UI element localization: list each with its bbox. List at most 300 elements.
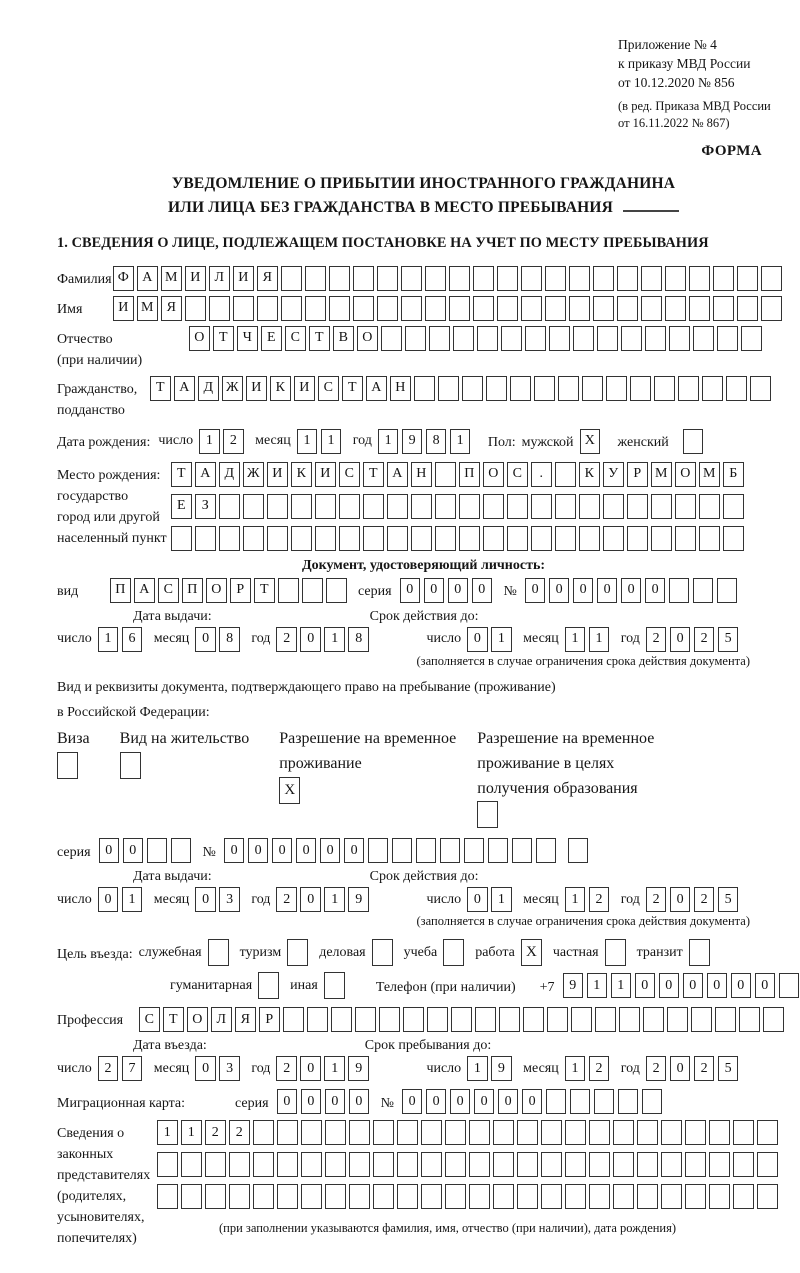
- form-cell[interactable]: 1: [324, 627, 345, 652]
- form-cell[interactable]: [397, 1152, 418, 1177]
- form-cell[interactable]: А: [174, 376, 195, 401]
- form-cell[interactable]: [579, 494, 600, 519]
- form-cell[interactable]: [483, 526, 504, 551]
- form-cell[interactable]: [589, 1120, 610, 1145]
- form-cell[interactable]: [651, 494, 672, 519]
- form-cell[interactable]: [589, 1184, 610, 1209]
- form-cell[interactable]: [435, 526, 456, 551]
- form-cell[interactable]: [589, 1152, 610, 1177]
- form-cell[interactable]: [661, 1152, 682, 1177]
- checkbox[interactable]: [57, 752, 78, 779]
- form-cell[interactable]: 9: [402, 429, 423, 454]
- form-cell[interactable]: Т: [254, 578, 275, 603]
- form-cell[interactable]: 1: [450, 429, 471, 454]
- form-cell[interactable]: [643, 1007, 664, 1032]
- form-cell[interactable]: [349, 1184, 370, 1209]
- form-cell[interactable]: [416, 838, 437, 863]
- form-cell[interactable]: [579, 526, 600, 551]
- form-cell[interactable]: Д: [219, 462, 240, 487]
- form-cell[interactable]: [512, 838, 533, 863]
- form-cell[interactable]: [488, 838, 509, 863]
- form-cell[interactable]: [469, 1120, 490, 1145]
- form-cell[interactable]: О: [206, 578, 227, 603]
- form-cell[interactable]: [685, 1184, 706, 1209]
- form-cell[interactable]: [726, 376, 747, 401]
- form-cell[interactable]: О: [357, 326, 378, 351]
- form-cell[interactable]: [699, 494, 720, 519]
- checkbox[interactable]: [324, 972, 345, 999]
- form-cell[interactable]: [219, 526, 240, 551]
- form-cell[interactable]: [405, 326, 426, 351]
- form-cell[interactable]: Я: [257, 266, 278, 291]
- form-cell[interactable]: 0: [277, 1089, 298, 1114]
- form-cell[interactable]: X: [580, 429, 601, 454]
- form-cell[interactable]: [302, 578, 323, 603]
- form-cell[interactable]: О: [483, 462, 504, 487]
- form-cell[interactable]: М: [699, 462, 720, 487]
- form-cell[interactable]: .: [531, 462, 552, 487]
- form-cell[interactable]: И: [294, 376, 315, 401]
- form-cell[interactable]: [349, 1152, 370, 1177]
- form-cell[interactable]: 0: [424, 578, 445, 603]
- form-cell[interactable]: Я: [161, 296, 182, 321]
- form-cell[interactable]: 0: [573, 578, 594, 603]
- form-cell[interactable]: 0: [344, 838, 365, 863]
- form-cell[interactable]: [181, 1184, 202, 1209]
- form-cell[interactable]: [363, 526, 384, 551]
- form-cell[interactable]: [281, 296, 302, 321]
- form-cell[interactable]: Ж: [222, 376, 243, 401]
- form-cell[interactable]: [531, 526, 552, 551]
- form-cell[interactable]: 2: [276, 627, 297, 652]
- form-cell[interactable]: [475, 1007, 496, 1032]
- form-cell[interactable]: [627, 526, 648, 551]
- form-cell[interactable]: [665, 266, 686, 291]
- form-cell[interactable]: [750, 376, 771, 401]
- form-cell[interactable]: [421, 1184, 442, 1209]
- form-cell[interactable]: [613, 1184, 634, 1209]
- form-cell[interactable]: [568, 838, 589, 863]
- form-cell[interactable]: [277, 1184, 298, 1209]
- form-cell[interactable]: [233, 296, 254, 321]
- form-cell[interactable]: 0: [195, 1056, 216, 1081]
- form-cell[interactable]: [449, 296, 470, 321]
- checkbox[interactable]: X: [279, 777, 300, 804]
- form-cell[interactable]: 0: [300, 627, 321, 652]
- form-cell[interactable]: [339, 494, 360, 519]
- form-cell[interactable]: К: [291, 462, 312, 487]
- form-cell[interactable]: 0: [645, 578, 666, 603]
- form-cell[interactable]: [555, 494, 576, 519]
- form-cell[interactable]: [693, 578, 714, 603]
- form-cell[interactable]: [459, 526, 480, 551]
- form-cell[interactable]: [709, 1120, 730, 1145]
- form-cell[interactable]: [637, 1152, 658, 1177]
- form-cell[interactable]: [377, 296, 398, 321]
- form-cell[interactable]: [536, 838, 557, 863]
- form-cell[interactable]: [445, 1152, 466, 1177]
- form-cell[interactable]: [387, 526, 408, 551]
- form-cell[interactable]: 0: [448, 578, 469, 603]
- form-cell[interactable]: [571, 1007, 592, 1032]
- form-cell[interactable]: [573, 326, 594, 351]
- form-cell[interactable]: [651, 526, 672, 551]
- form-cell[interactable]: С: [158, 578, 179, 603]
- form-cell[interactable]: [709, 1184, 730, 1209]
- form-cell[interactable]: [257, 296, 278, 321]
- form-cell[interactable]: О: [187, 1007, 208, 1032]
- form-cell[interactable]: [243, 526, 264, 551]
- form-cell[interactable]: [737, 266, 758, 291]
- form-cell[interactable]: Т: [163, 1007, 184, 1032]
- form-cell[interactable]: А: [195, 462, 216, 487]
- form-cell[interactable]: [565, 1120, 586, 1145]
- form-cell[interactable]: [392, 838, 413, 863]
- form-cell[interactable]: [761, 296, 782, 321]
- form-cell[interactable]: [594, 1089, 615, 1114]
- form-cell[interactable]: 5: [718, 1056, 739, 1081]
- form-cell[interactable]: [325, 1152, 346, 1177]
- form-cell[interactable]: 0: [400, 578, 421, 603]
- form-cell[interactable]: [301, 1120, 322, 1145]
- form-cell[interactable]: А: [137, 266, 158, 291]
- form-cell[interactable]: 1: [297, 429, 318, 454]
- form-cell[interactable]: [219, 494, 240, 519]
- form-cell[interactable]: 0: [402, 1089, 423, 1114]
- form-cell[interactable]: [325, 1120, 346, 1145]
- form-cell[interactable]: 1: [491, 627, 512, 652]
- checkbox[interactable]: [689, 939, 710, 966]
- checkbox[interactable]: [287, 939, 308, 966]
- form-cell[interactable]: [157, 1152, 178, 1177]
- form-cell[interactable]: 2: [229, 1120, 250, 1145]
- form-cell[interactable]: [510, 376, 531, 401]
- form-cell[interactable]: [669, 578, 690, 603]
- form-cell[interactable]: [691, 1007, 712, 1032]
- form-cell[interactable]: А: [134, 578, 155, 603]
- form-cell[interactable]: [403, 1007, 424, 1032]
- form-cell[interactable]: [493, 1184, 514, 1209]
- form-cell[interactable]: [555, 526, 576, 551]
- form-cell[interactable]: И: [267, 462, 288, 487]
- form-cell[interactable]: А: [387, 462, 408, 487]
- form-cell[interactable]: [541, 1120, 562, 1145]
- form-cell[interactable]: [291, 526, 312, 551]
- form-cell[interactable]: [546, 1089, 567, 1114]
- form-cell[interactable]: 1: [587, 973, 608, 998]
- form-cell[interactable]: [283, 1007, 304, 1032]
- form-cell[interactable]: [661, 1120, 682, 1145]
- form-cell[interactable]: 2: [276, 1056, 297, 1081]
- form-cell[interactable]: [421, 1152, 442, 1177]
- form-cell[interactable]: [353, 296, 374, 321]
- form-cell[interactable]: [451, 1007, 472, 1032]
- form-cell[interactable]: [483, 494, 504, 519]
- form-cell[interactable]: З: [195, 494, 216, 519]
- form-cell[interactable]: 5: [718, 627, 739, 652]
- form-cell[interactable]: Т: [171, 462, 192, 487]
- form-cell[interactable]: [253, 1184, 274, 1209]
- form-cell[interactable]: 0: [549, 578, 570, 603]
- form-cell[interactable]: [630, 376, 651, 401]
- form-cell[interactable]: [331, 1007, 352, 1032]
- form-cell[interactable]: [381, 326, 402, 351]
- form-cell[interactable]: 8: [426, 429, 447, 454]
- form-cell[interactable]: 1: [565, 887, 586, 912]
- form-cell[interactable]: 1: [321, 429, 342, 454]
- form-cell[interactable]: [253, 1152, 274, 1177]
- form-cell[interactable]: И: [246, 376, 267, 401]
- form-cell[interactable]: [521, 266, 542, 291]
- form-cell[interactable]: 3: [219, 1056, 240, 1081]
- form-cell[interactable]: [741, 326, 762, 351]
- form-cell[interactable]: К: [270, 376, 291, 401]
- form-cell[interactable]: Я: [235, 1007, 256, 1032]
- form-cell[interactable]: [555, 462, 576, 487]
- form-cell[interactable]: 9: [348, 887, 369, 912]
- form-cell[interactable]: [497, 296, 518, 321]
- form-cell[interactable]: 0: [707, 973, 728, 998]
- form-cell[interactable]: [613, 1120, 634, 1145]
- form-cell[interactable]: [569, 266, 590, 291]
- form-cell[interactable]: [737, 296, 758, 321]
- form-cell[interactable]: Б: [723, 462, 744, 487]
- form-cell[interactable]: 2: [646, 1056, 667, 1081]
- form-cell[interactable]: [541, 1152, 562, 1177]
- form-cell[interactable]: [667, 1007, 688, 1032]
- form-cell[interactable]: [593, 296, 614, 321]
- form-cell[interactable]: 2: [589, 1056, 610, 1081]
- form-cell[interactable]: [715, 1007, 736, 1032]
- form-cell[interactable]: [373, 1184, 394, 1209]
- form-cell[interactable]: 1: [199, 429, 220, 454]
- form-cell[interactable]: [339, 526, 360, 551]
- form-cell[interactable]: Р: [230, 578, 251, 603]
- form-cell[interactable]: М: [651, 462, 672, 487]
- form-cell[interactable]: [675, 526, 696, 551]
- form-cell[interactable]: [315, 494, 336, 519]
- form-cell[interactable]: С: [285, 326, 306, 351]
- form-cell[interactable]: [603, 526, 624, 551]
- form-cell[interactable]: 0: [683, 973, 704, 998]
- form-cell[interactable]: С: [507, 462, 528, 487]
- form-cell[interactable]: [709, 1152, 730, 1177]
- form-cell[interactable]: [329, 266, 350, 291]
- form-cell[interactable]: [637, 1184, 658, 1209]
- form-cell[interactable]: [414, 376, 435, 401]
- form-cell[interactable]: 0: [597, 578, 618, 603]
- form-cell[interactable]: [453, 326, 474, 351]
- form-cell[interactable]: Т: [150, 376, 171, 401]
- form-cell[interactable]: [717, 578, 738, 603]
- form-cell[interactable]: [195, 526, 216, 551]
- checkbox[interactable]: [258, 972, 279, 999]
- form-cell[interactable]: [267, 494, 288, 519]
- form-cell[interactable]: 0: [320, 838, 341, 863]
- form-cell[interactable]: [733, 1152, 754, 1177]
- form-cell[interactable]: [501, 326, 522, 351]
- form-cell[interactable]: [761, 266, 782, 291]
- form-cell[interactable]: [307, 1007, 328, 1032]
- form-cell[interactable]: [531, 494, 552, 519]
- form-cell[interactable]: 1: [157, 1120, 178, 1145]
- form-cell[interactable]: [549, 326, 570, 351]
- form-cell[interactable]: [373, 1120, 394, 1145]
- form-cell[interactable]: 2: [98, 1056, 119, 1081]
- form-cell[interactable]: [683, 429, 704, 454]
- form-cell[interactable]: Е: [171, 494, 192, 519]
- form-cell[interactable]: [645, 326, 666, 351]
- checkbox[interactable]: [443, 939, 464, 966]
- form-cell[interactable]: [669, 326, 690, 351]
- form-cell[interactable]: 0: [755, 973, 776, 998]
- form-cell[interactable]: [229, 1152, 250, 1177]
- form-cell[interactable]: 0: [467, 887, 488, 912]
- form-cell[interactable]: [763, 1007, 784, 1032]
- form-cell[interactable]: [675, 494, 696, 519]
- form-cell[interactable]: [654, 376, 675, 401]
- form-cell[interactable]: 0: [349, 1089, 370, 1114]
- form-cell[interactable]: [438, 376, 459, 401]
- form-cell[interactable]: [353, 266, 374, 291]
- form-cell[interactable]: [205, 1152, 226, 1177]
- form-cell[interactable]: [641, 296, 662, 321]
- form-cell[interactable]: [723, 494, 744, 519]
- form-cell[interactable]: 0: [472, 578, 493, 603]
- form-cell[interactable]: [425, 266, 446, 291]
- form-cell[interactable]: 2: [646, 887, 667, 912]
- form-cell[interactable]: [209, 296, 230, 321]
- form-cell[interactable]: [181, 1152, 202, 1177]
- form-cell[interactable]: 0: [621, 578, 642, 603]
- form-cell[interactable]: П: [110, 578, 131, 603]
- form-cell[interactable]: 0: [498, 1089, 519, 1114]
- form-cell[interactable]: [627, 494, 648, 519]
- form-cell[interactable]: Е: [261, 326, 282, 351]
- checkbox[interactable]: [208, 939, 229, 966]
- form-cell[interactable]: И: [233, 266, 254, 291]
- form-cell[interactable]: 0: [659, 973, 680, 998]
- form-cell[interactable]: [445, 1184, 466, 1209]
- form-cell[interactable]: [267, 526, 288, 551]
- form-cell[interactable]: [541, 1184, 562, 1209]
- form-cell[interactable]: [565, 1152, 586, 1177]
- checkbox[interactable]: [372, 939, 393, 966]
- form-cell[interactable]: Р: [259, 1007, 280, 1032]
- form-cell[interactable]: [525, 326, 546, 351]
- form-cell[interactable]: [397, 1184, 418, 1209]
- form-cell[interactable]: [171, 838, 192, 863]
- form-cell[interactable]: 0: [525, 578, 546, 603]
- form-cell[interactable]: [558, 376, 579, 401]
- form-cell[interactable]: С: [318, 376, 339, 401]
- form-cell[interactable]: Ч: [237, 326, 258, 351]
- form-cell[interactable]: [440, 838, 461, 863]
- form-cell[interactable]: И: [315, 462, 336, 487]
- form-cell[interactable]: [685, 1152, 706, 1177]
- form-cell[interactable]: [379, 1007, 400, 1032]
- form-cell[interactable]: И: [185, 266, 206, 291]
- form-cell[interactable]: [517, 1152, 538, 1177]
- form-cell[interactable]: [621, 326, 642, 351]
- form-cell[interactable]: 3: [219, 887, 240, 912]
- form-cell[interactable]: [277, 1120, 298, 1145]
- form-cell[interactable]: 0: [450, 1089, 471, 1114]
- form-cell[interactable]: Ж: [243, 462, 264, 487]
- form-cell[interactable]: [277, 1152, 298, 1177]
- form-cell[interactable]: 2: [276, 887, 297, 912]
- form-cell[interactable]: [685, 1120, 706, 1145]
- form-cell[interactable]: В: [333, 326, 354, 351]
- form-cell[interactable]: [462, 376, 483, 401]
- form-cell[interactable]: У: [603, 462, 624, 487]
- form-cell[interactable]: [497, 266, 518, 291]
- form-cell[interactable]: [171, 526, 192, 551]
- form-cell[interactable]: 8: [348, 627, 369, 652]
- form-cell[interactable]: [435, 462, 456, 487]
- form-cell[interactable]: [693, 326, 714, 351]
- form-cell[interactable]: 0: [195, 887, 216, 912]
- form-cell[interactable]: [507, 494, 528, 519]
- form-cell[interactable]: [315, 526, 336, 551]
- form-cell[interactable]: [459, 494, 480, 519]
- form-cell[interactable]: [545, 296, 566, 321]
- form-cell[interactable]: [329, 296, 350, 321]
- form-cell[interactable]: Т: [342, 376, 363, 401]
- form-cell[interactable]: [642, 1089, 663, 1114]
- form-cell[interactable]: [713, 266, 734, 291]
- form-cell[interactable]: Д: [198, 376, 219, 401]
- form-cell[interactable]: [401, 266, 422, 291]
- form-cell[interactable]: [411, 526, 432, 551]
- form-cell[interactable]: М: [161, 266, 182, 291]
- form-cell[interactable]: [205, 1184, 226, 1209]
- form-cell[interactable]: [387, 494, 408, 519]
- form-cell[interactable]: 0: [301, 1089, 322, 1114]
- form-cell[interactable]: 5: [718, 887, 739, 912]
- form-cell[interactable]: 0: [99, 838, 120, 863]
- form-cell[interactable]: 0: [731, 973, 752, 998]
- form-cell[interactable]: [661, 1184, 682, 1209]
- form-cell[interactable]: 0: [426, 1089, 447, 1114]
- form-cell[interactable]: [593, 266, 614, 291]
- form-cell[interactable]: [469, 1152, 490, 1177]
- form-cell[interactable]: [185, 296, 206, 321]
- form-cell[interactable]: 1: [181, 1120, 202, 1145]
- form-cell[interactable]: 0: [123, 838, 144, 863]
- form-cell[interactable]: И: [113, 296, 134, 321]
- form-cell[interactable]: [613, 1152, 634, 1177]
- form-cell[interactable]: [603, 494, 624, 519]
- form-cell[interactable]: [678, 376, 699, 401]
- form-cell[interactable]: 1: [491, 887, 512, 912]
- form-cell[interactable]: [665, 296, 686, 321]
- form-cell[interactable]: [779, 973, 800, 998]
- form-cell[interactable]: [157, 1184, 178, 1209]
- form-cell[interactable]: 1: [589, 627, 610, 652]
- form-cell[interactable]: О: [189, 326, 210, 351]
- form-cell[interactable]: 1: [565, 627, 586, 652]
- form-cell[interactable]: [689, 296, 710, 321]
- checkbox[interactable]: [477, 801, 498, 828]
- form-cell[interactable]: [582, 376, 603, 401]
- form-cell[interactable]: [435, 494, 456, 519]
- form-cell[interactable]: [733, 1120, 754, 1145]
- form-cell[interactable]: П: [182, 578, 203, 603]
- form-cell[interactable]: 1: [98, 627, 119, 652]
- form-cell[interactable]: [429, 326, 450, 351]
- form-cell[interactable]: [595, 1007, 616, 1032]
